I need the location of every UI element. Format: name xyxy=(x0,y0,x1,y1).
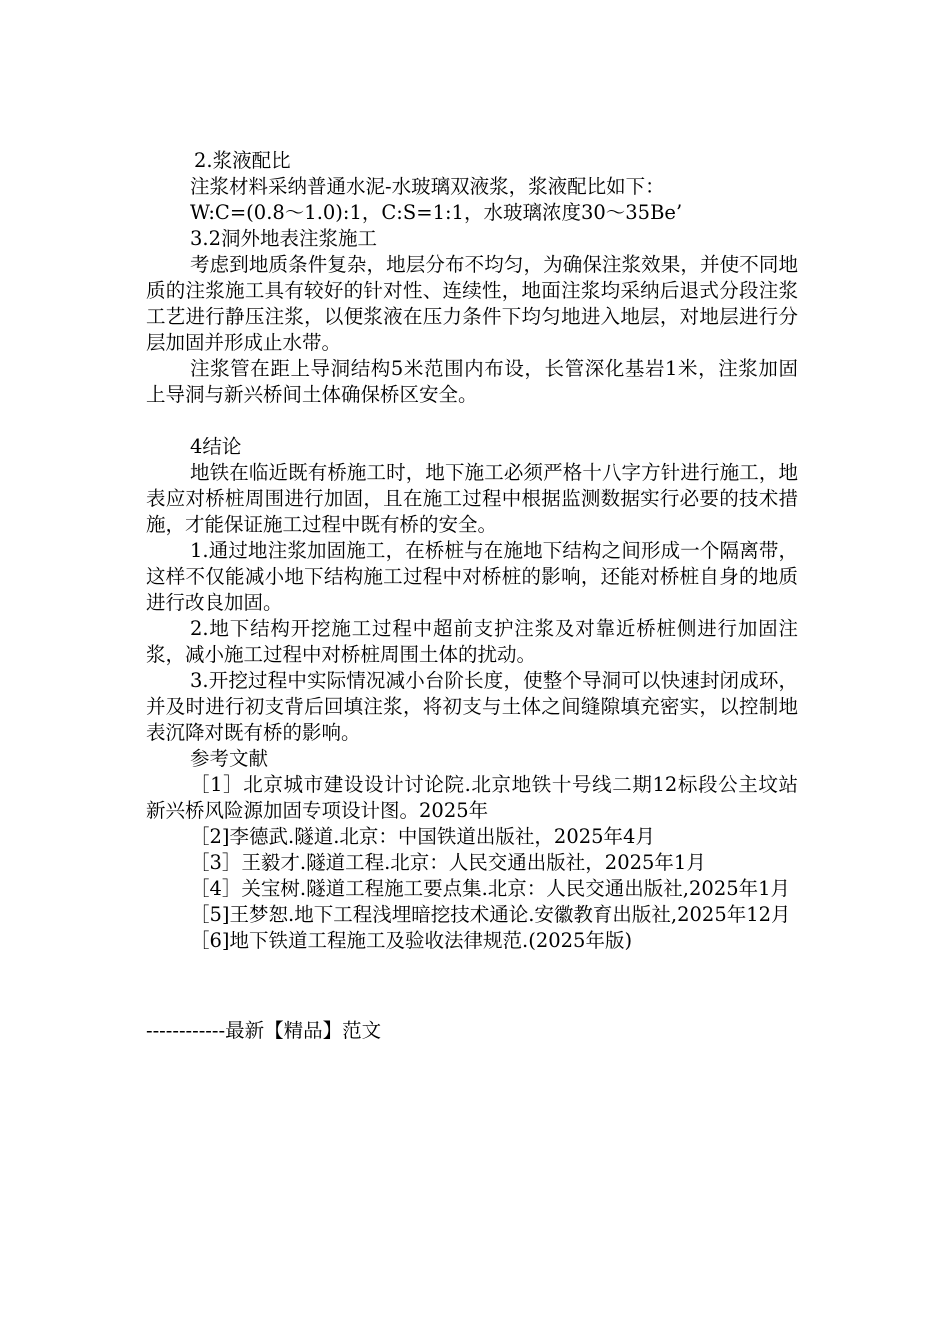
paragraph-conclusion-point-1: 1.通过地注浆加固施工，在桥桩与在施地下结构之间形成一个隔离带，这样不仅能减小地下结构施工过程中对桥桩的影响，还能对桥桩自身的地质进行改良加固。 xyxy=(146,539,798,614)
references-list xyxy=(146,772,798,954)
reference-item: ［2]李德武.隧道.北京：中国铁道出版社，2025年4月 xyxy=(190,825,655,848)
reference-item: ［1］北京城市建设设计讨论院.北京地铁十号线二期12标段公主坟站新兴桥风险源加固专项设计图。2025年 xyxy=(146,773,798,822)
blank-line xyxy=(146,408,798,434)
document-body xyxy=(146,148,798,954)
reference-item: ［6]地下铁道工程施工及验收法律规范.(2025年版) xyxy=(190,929,633,952)
section-heading-slurry-ratio: 2.浆液配比 xyxy=(194,149,291,172)
reference-item: ［3］王毅才.隧道工程.北京：人民交通出版社，2025年1月 xyxy=(190,851,706,874)
paragraph-slurry-material: 注浆材料采纳普通水泥-水玻璃双液浆，浆液配比如下： xyxy=(190,175,665,198)
section-heading-ground-grouting: 3.2洞外地表注浆施工 xyxy=(190,227,378,250)
reference-item: ［4］关宝树.隧道工程施工要点集.北京：人民交通出版社,2025年1月 xyxy=(190,877,791,900)
paragraph-conclusion-point-2: 2.地下结构开挖施工过程中超前支护注浆及对靠近桥桩侧进行加固注浆，减小施工过程中对桥桩周围土体的扰动。 xyxy=(146,617,798,666)
paragraph-conclusion-point-3: 3.开挖过程中实际情况减小台阶长度，使整个导洞可以快速封闭成环，并及时进行初支背后回填注浆，将初支与土体之间缝隙填充密实，以控制地表沉降对既有桥的影响。 xyxy=(146,669,798,744)
paragraph-ground-grouting: 考虑到地质条件复杂，地层分布不均匀，为确保注浆效果，并使不同地质的注浆施工具有较好的针对性、连续性，地面注浆均采纳后退式分段注浆工艺进行静压注浆，以便浆液在压力条件下均匀地进入地层，对地层进行分层加固并形成止水带。 xyxy=(146,253,798,354)
reference-item: ［5]王梦恕.地下工程浅埋暗挖技术通论.安徽教育出版社,2025年12月 xyxy=(190,903,791,926)
paragraph-slurry-formula: W:C=(0.8～1.0):1，C:S=1:1，水玻璃浓度30～35Be’ xyxy=(190,201,683,224)
footer-tagline: ------------最新【精品】范文 xyxy=(146,1019,382,1042)
paragraph-grouting-pipe: 注浆管在距上导洞结构5米范围内布设，长管深化基岩1米，注浆加固上导洞与新兴桥间土体确保桥区安全。 xyxy=(146,357,798,406)
references-heading: 参考文献 xyxy=(190,747,269,770)
section-heading-conclusion: 4结论 xyxy=(190,435,242,458)
paragraph-conclusion-intro: 地铁在临近既有桥施工时，地下施工必须严格十八字方针进行施工，地表应对桥桩周围进行加固，且在施工过程中根据监测数据实行必要的技术措施，才能保证施工过程中既有桥的安全。 xyxy=(146,461,798,536)
